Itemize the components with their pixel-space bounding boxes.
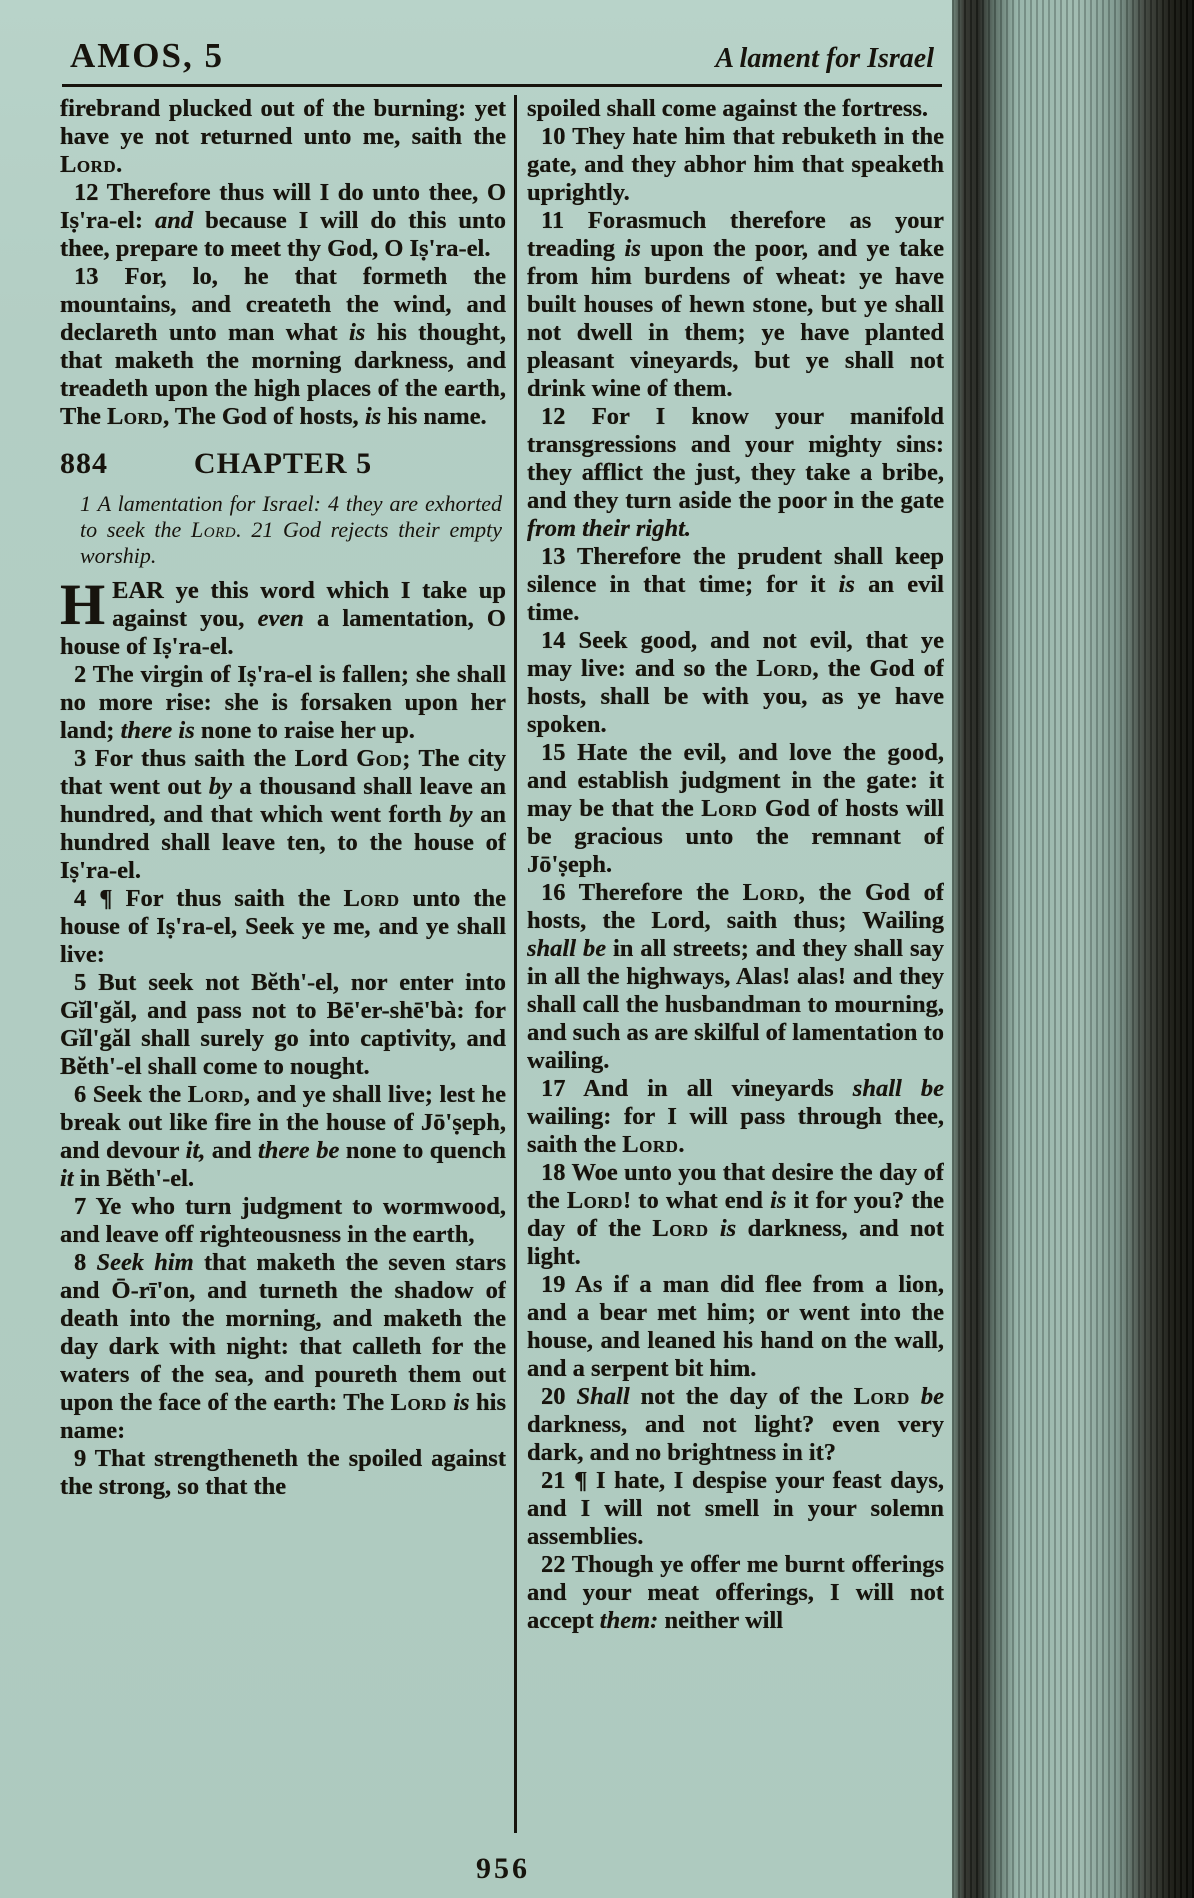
text-run: Shall <box>576 1383 630 1410</box>
text-run: his name. <box>381 403 487 430</box>
text-run: darkness, and not light. <box>527 1215 944 1270</box>
verse-paragraph <box>527 1551 944 1635</box>
verse-paragraph <box>527 627 944 739</box>
verse-paragraph <box>60 969 506 1081</box>
text-run: upon the poor, and ye take from him burdens of wheat: ye have built houses of hewn stone, but ye shall not dwell in them; ye have planted pleasant vineyards, but ye shall not drink wine of them. <box>527 235 944 402</box>
text-run: 22 Though ye offer me burnt offerings and your meat offerings, I will not accept <box>527 1551 944 1634</box>
header-rule <box>62 84 942 87</box>
chapter-summary <box>80 491 502 569</box>
text-run: neither will <box>658 1607 784 1634</box>
text-run: none to raise her up. <box>194 717 415 744</box>
text-run: is <box>453 1389 470 1416</box>
text-run: in all streets; and they shall say in all the highways, Alas! alas! and they shall call the husbandman to mourning, and such as are skilful of lamentation to wailing. <box>527 935 944 1074</box>
text-run: God of hosts will be gracious unto the remnant of Jō'ṣeph. <box>527 795 944 878</box>
text-run: 8 <box>74 1249 97 1276</box>
text-run: is <box>364 403 382 430</box>
text-run: Seek him <box>96 1249 194 1276</box>
left-column <box>60 95 506 1833</box>
chapter-heading <box>60 447 506 481</box>
verse-paragraph <box>527 123 944 207</box>
text-run: in Bĕth'-el. <box>73 1165 195 1192</box>
verse-paragraph <box>60 572 506 661</box>
verse-paragraph <box>527 403 944 543</box>
right-column <box>527 95 944 1833</box>
text-run: there be <box>257 1137 340 1164</box>
text-run: 17 And in all vineyards <box>541 1075 853 1102</box>
verse-paragraph <box>60 1249 506 1445</box>
text-run: be <box>920 1383 944 1410</box>
text-run: by <box>208 773 232 800</box>
text-run: is <box>624 235 641 262</box>
text-run: 13 Therefore the prudent shall keep silence in that time; for it <box>527 543 944 598</box>
text-run: ; The city that went out <box>60 745 506 800</box>
text-run: it, <box>185 1137 206 1164</box>
page-header <box>60 30 944 84</box>
text-run <box>910 1383 921 1410</box>
text-run: 7 Ye who turn judgment to wormwood, and leave off righteousness in the earth, <box>60 1193 506 1248</box>
verse-paragraph <box>527 1271 944 1383</box>
column-divider <box>514 95 517 1833</box>
divine-name: Lord <box>343 885 400 912</box>
text-run: and <box>205 1137 258 1164</box>
text-run: because I will do this unto thee, prepare to meet thy God, O Iṣ'ra-el. <box>60 207 506 262</box>
text-columns <box>60 95 944 1833</box>
text-run: is <box>348 319 366 346</box>
text-run: 9 That strengtheneth the spoiled against the strong, so that the <box>60 1445 506 1500</box>
divine-name: Lord <box>622 1131 679 1158</box>
drop-cap: H <box>60 572 106 637</box>
text-run: darkness, and not light? even very dark, and no brightness in it? <box>527 1411 944 1466</box>
text-run: from their right. <box>527 515 692 542</box>
verse-paragraph <box>60 745 506 885</box>
text-run: not the day of the <box>629 1383 854 1410</box>
text-run: 10 They hate him that rebuketh in the gate, and they abhor him that speaketh uprightly. <box>527 123 944 206</box>
text-run: EAR ye this word which I take up against you, <box>112 577 506 632</box>
verse-paragraph <box>527 879 944 1075</box>
text-run: 6 Seek the <box>74 1081 188 1108</box>
text-run: ! to what end <box>622 1187 771 1214</box>
verse-paragraph <box>60 1445 506 1501</box>
text-run: 4 ¶ For thus saith the <box>74 885 344 912</box>
book-page-edges <box>952 0 1194 1898</box>
text-run: 12 Therefore thus will I do unto thee, O Iṣ'ra-el: <box>60 179 506 234</box>
text-run: there is <box>120 717 195 744</box>
text-run: 21 ¶ I hate, I despise your feast days, and I will not smell in your solemn assemblies. <box>527 1467 944 1550</box>
divine-name: Lord <box>853 1383 910 1410</box>
text-run: 20 <box>541 1383 577 1410</box>
text-run: a lamentation, O house of Iṣ'ra-el. <box>60 605 506 660</box>
divine-name: Lord <box>60 151 117 178</box>
verse-paragraph <box>527 1159 944 1271</box>
text-run: a thousand shall leave an hundred, and that which went forth <box>60 773 506 828</box>
divine-name: God <box>356 745 403 772</box>
text-run: 3 For thus saith the Lord <box>74 745 357 772</box>
text-run: 12 For I know your manifold transgressions and your mighty sins: they afflict the just, they take a bribe, and they turn aside the poor in the gate <box>527 403 944 514</box>
divine-name: Lord <box>652 1215 709 1242</box>
divine-name: Lord <box>106 403 164 430</box>
text-run: 5 But seek not Bĕth'-el, nor enter into Gĭl'găl, and pass not to Bē'er-shē'bà: for Gĭl'găl shall surely go into captivity, and Bĕth'-el shall come to nought. <box>60 969 506 1080</box>
text-run: is <box>838 571 855 598</box>
divine-name: Lord <box>390 1389 447 1416</box>
text-run <box>708 1215 719 1242</box>
text-run: even <box>257 605 304 632</box>
verse-paragraph <box>60 1081 506 1193</box>
verse-paragraph <box>527 1075 944 1159</box>
text-run: 2 The virgin of Iṣ'ra-el is fallen; she shall no more rise: she is forsaken upon her land; <box>60 661 506 744</box>
verse-paragraph <box>527 1467 944 1551</box>
divine-name: Lord <box>187 1081 244 1108</box>
text-run: 16 Therefore the <box>541 879 743 906</box>
text-run: wailing: for I will pass through thee, saith the <box>527 1103 944 1158</box>
text-run: firebrand plucked out of the burning: yet have ye not returned unto me, saith the <box>60 95 506 150</box>
text-run: that maketh the seven stars and Ō-rī'on, and turneth the shadow of death into the morning, and maketh the day dark with night: that calleth for the waters of the sea, and poureth them out upon the face of the earth: The <box>60 1249 506 1416</box>
verse-paragraph <box>60 95 506 179</box>
verse-paragraph <box>60 885 506 969</box>
text-run: is <box>770 1187 787 1214</box>
text-run: , the God of hosts, shall be with you, as ye have spoken. <box>527 655 944 738</box>
text-run: unto the house of Iṣ'ra-el, Seek ye me, and ye shall live: <box>60 885 506 968</box>
text-run: . <box>678 1131 685 1158</box>
verse-paragraph <box>60 661 506 745</box>
text-run: them: <box>599 1607 659 1634</box>
verse-paragraph <box>527 1383 944 1467</box>
text-run: 18 Woe unto you that desire the day of the <box>527 1159 944 1214</box>
text-run: by <box>449 801 473 828</box>
chapter-title: CHAPTER 5 <box>193 447 373 480</box>
header-running-title: A lament for Israel <box>715 43 934 74</box>
text-run: his thought, that maketh the morning darkness, and treadeth upon the high places of the earth, The <box>60 319 506 430</box>
text-run: 14 Seek good, and not evil, that ye may live: and so the <box>527 627 944 682</box>
divine-name: Lord <box>742 879 799 906</box>
verse-paragraph <box>527 543 944 627</box>
divine-name: Lord <box>701 795 758 822</box>
text-run: spoiled shall come against the fortress. <box>527 95 929 122</box>
verse-paragraph <box>60 263 506 431</box>
text-run: 1 A lamentation for Israel: 4 they are exhorted to seek the <box>80 491 502 542</box>
text-run: shall be <box>852 1075 944 1102</box>
text-run: 13 For, lo, he that formeth the mountains, and createth the wind, and declareth unto man what <box>60 263 506 346</box>
text-run: it <box>60 1165 74 1192</box>
text-run: 11 Forasmuch therefore as your treading <box>527 207 944 262</box>
divine-name: Lord <box>756 655 813 682</box>
verse-paragraph <box>527 207 944 403</box>
text-run: none to quench <box>339 1137 506 1164</box>
text-run: his name: <box>60 1389 506 1444</box>
text-run: . 21 God rejects their empty worship. <box>80 517 502 568</box>
text-run: 19 As if a man did flee from a lion, and a bear met him; or went into the house, and leaned his hand on the wall, and a serpent bit him. <box>527 1271 944 1382</box>
page-number: 956 <box>476 1852 530 1885</box>
text-run: an evil time. <box>527 571 944 626</box>
text-run: , The God of hosts, <box>163 403 365 430</box>
text-run: it for you? the day of the <box>527 1187 944 1242</box>
divine-name: Lord <box>191 517 237 542</box>
text-run: an hundred shall leave ten, to the house of Iṣ'ra-el. <box>60 801 506 884</box>
text-run: is <box>719 1215 737 1242</box>
text-run: and <box>154 207 194 234</box>
divine-name: Lord <box>566 1187 623 1214</box>
verse-paragraph <box>60 179 506 263</box>
section-number: 884 <box>60 447 108 480</box>
header-book-chapter: AMOS, 5 <box>70 36 224 75</box>
verse-paragraph <box>527 95 944 123</box>
text-run: shall be <box>527 935 607 962</box>
verse-paragraph <box>527 739 944 879</box>
text-run: , and ye shall live; lest he break out like fire in the house of Jō'ṣeph, and devour <box>60 1081 506 1164</box>
text-run: 15 Hate the evil, and love the good, and establish judgment in the gate: it may be that the <box>527 739 944 822</box>
text-run: , the God of hosts, the Lord, saith thus; Wailing <box>527 879 944 934</box>
verse-paragraph <box>60 1193 506 1249</box>
text-run: . <box>116 151 123 178</box>
